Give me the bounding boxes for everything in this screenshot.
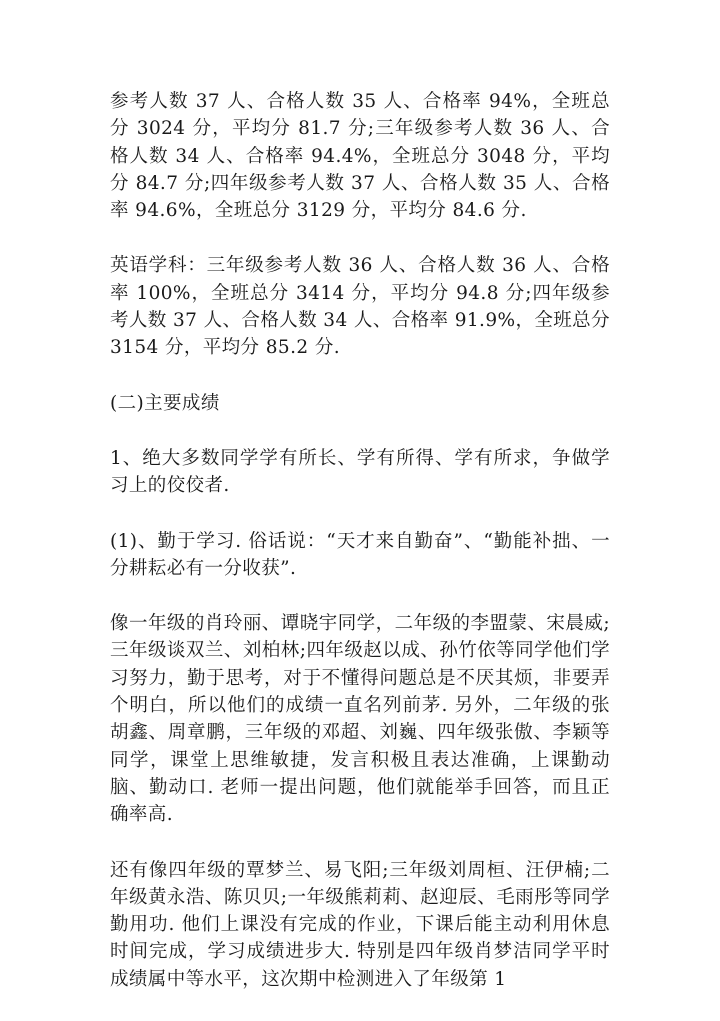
paragraph-english-stats: 英语学科：三年级参考人数 36 人、合格人数 36 人、合格率 100%，全班总分 3414 分，平均分 94.8 分;四年级参考人数 37 人、合格人数 34 人、合格率 91.9%，全班总分 3154 分，平均分 85.2 分. xyxy=(110,255,610,359)
paragraph-more-examples: 还有像四年级的覃梦兰、易飞阳;三年级刘周桓、汪伊楠;二年级黄永浩、陈贝贝;一年级熊莉莉、赵迎辰、毛雨彤等同学勤用功. 他们上课没有完成的作业，下课后能主动利用休息时间完成，学习成绩进步大. 特别是四年级肖梦洁同学平时成绩属中等水平，这次期中检测进入了年级第 1 xyxy=(110,859,610,990)
paragraph-subpoint-diligence: (1)、勤于学习. 俗话说：“天才来自勤奋”、“勤能补拙、一分耕耘必有一分收获”. xyxy=(110,530,610,579)
section-heading-main-achievements: (二)主要成绩 xyxy=(110,392,220,414)
paragraph-point-1: 1、绝大多数同学学有所长、学有所得、学有所求，争做学习上的佼佼者. xyxy=(110,447,610,497)
paragraph-student-examples: 像一年级的肖玲丽、谭晓宇同学，二年级的李盟蒙、宋晨威;三年级谈双兰、刘柏林;四年级赵以成、孙竹依等同学他们学习努力，勤于思考，对于不懂得问题总是不厌其烦，非要弄个明白，所以他们的成绩一直名列前茅. 另外，二年级的张胡鑫、周章鹏，三年级的邓超、刘巍、四年级张傲、李颖等同学，课堂上思维敏捷，发言积极且表达准确，上课勤动脑、勤动口. 老师一提出问题，他们就能举手回答，而且正确率高. xyxy=(110,613,610,826)
paragraph-math-stats: 参考人数 37 人、合格人数 35 人、合格率 94%，全班总分 3024 分，平均分 81.7 分;三年级参考人数 36 人、合格人数 34 人、合格率 94.4%，全班总分 3048 分，平均分 84.7 分;四年级参考人数 37 人、合格人数 35 人、合格率 94.6%，全班总分 3129 分，平均分 84.6 分. xyxy=(110,91,610,222)
document-page xyxy=(110,88,610,1021)
